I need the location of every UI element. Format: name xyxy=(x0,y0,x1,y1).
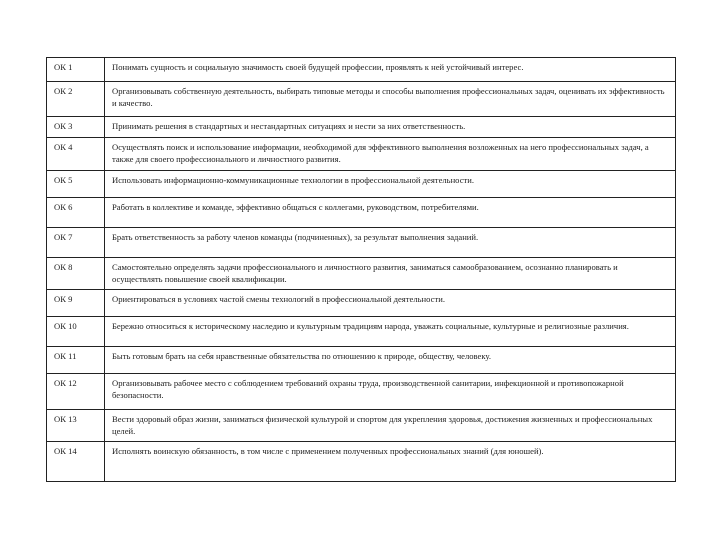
competency-code: ОК 2 xyxy=(47,82,105,117)
table-row xyxy=(47,58,676,82)
table-row xyxy=(47,228,676,258)
table-row xyxy=(47,117,676,138)
competency-code: ОК 1 xyxy=(47,58,105,82)
competency-description: Понимать сущность и социальную значимость своей будущей профессии, проявлять к ней устойчивый интерес. xyxy=(105,58,676,82)
competency-description: Самостоятельно определять задачи профессионального и личностного развития, заниматься самообразованием, осознанно планировать и осуществлять повышение своей квалификации. xyxy=(105,258,676,290)
competency-code: ОК 3 xyxy=(47,117,105,138)
competency-code: ОК 13 xyxy=(47,410,105,442)
competency-description: Использовать информационно-коммуникационные технологии в профессиональной деятельности. xyxy=(105,171,676,198)
table-row xyxy=(47,374,676,410)
table-row xyxy=(47,258,676,290)
competency-description: Быть готовым брать на себя нравственные обязательства по отношению к природе, обществу, человеку. xyxy=(105,347,676,374)
table-row xyxy=(47,410,676,442)
table-row xyxy=(47,347,676,374)
competency-description: Организовывать рабочее место с соблюдением требований охраны труда, производственной санитарии, инфекционной и противопожарной безопасности. xyxy=(105,374,676,410)
competency-code: ОК 7 xyxy=(47,228,105,258)
competency-description: Бережно относиться к историческому наследию и культурным традициям народа, уважать социальные, культурные и религиозные различия. xyxy=(105,317,676,347)
competency-description: Работать в коллективе и команде, эффективно общаться с коллегами, руководством, потребителями. xyxy=(105,198,676,228)
table-row xyxy=(47,317,676,347)
competency-code: ОК 9 xyxy=(47,290,105,317)
competency-description: Вести здоровый образ жизни, заниматься физической культурой и спортом для укрепления здоровья, достижения жизненных и профессиональных целей. xyxy=(105,410,676,442)
competency-description: Принимать решения в стандартных и нестандартных ситуациях и нести за них ответственность. xyxy=(105,117,676,138)
table-row xyxy=(47,138,676,171)
competency-code: ОК 14 xyxy=(47,442,105,482)
table-row xyxy=(47,198,676,228)
competency-code: ОК 6 xyxy=(47,198,105,228)
competency-code: ОК 5 xyxy=(47,171,105,198)
competency-code: ОК 12 xyxy=(47,374,105,410)
table-row xyxy=(47,442,676,482)
competency-description: Осуществлять поиск и использование информации, необходимой для эффективного выполнения возложенных на него профессиональных задач, а также для своего профессионального и личностного развития. xyxy=(105,138,676,171)
table-row xyxy=(47,171,676,198)
competency-description: Исполнять воинскую обязанность, в том числе с применением полученных профессиональных знаний (для юношей). xyxy=(105,442,676,482)
competency-description: Брать ответственность за работу членов команды (подчиненных), за результат выполнения заданий. xyxy=(105,228,676,258)
competency-code: ОК 8 xyxy=(47,258,105,290)
competency-code: ОК 11 xyxy=(47,347,105,374)
competency-code: ОК 4 xyxy=(47,138,105,171)
table-row xyxy=(47,82,676,117)
competencies-table-body xyxy=(47,58,676,482)
competencies-table xyxy=(46,57,676,482)
competency-description: Организовывать собственную деятельность, выбирать типовые методы и способы выполнения профессиональных задач, оценивать их эффективность и качество. xyxy=(105,82,676,117)
table-row xyxy=(47,290,676,317)
competency-description: Ориентироваться в условиях частой смены технологий в профессиональной деятельности. xyxy=(105,290,676,317)
competency-code: ОК 10 xyxy=(47,317,105,347)
